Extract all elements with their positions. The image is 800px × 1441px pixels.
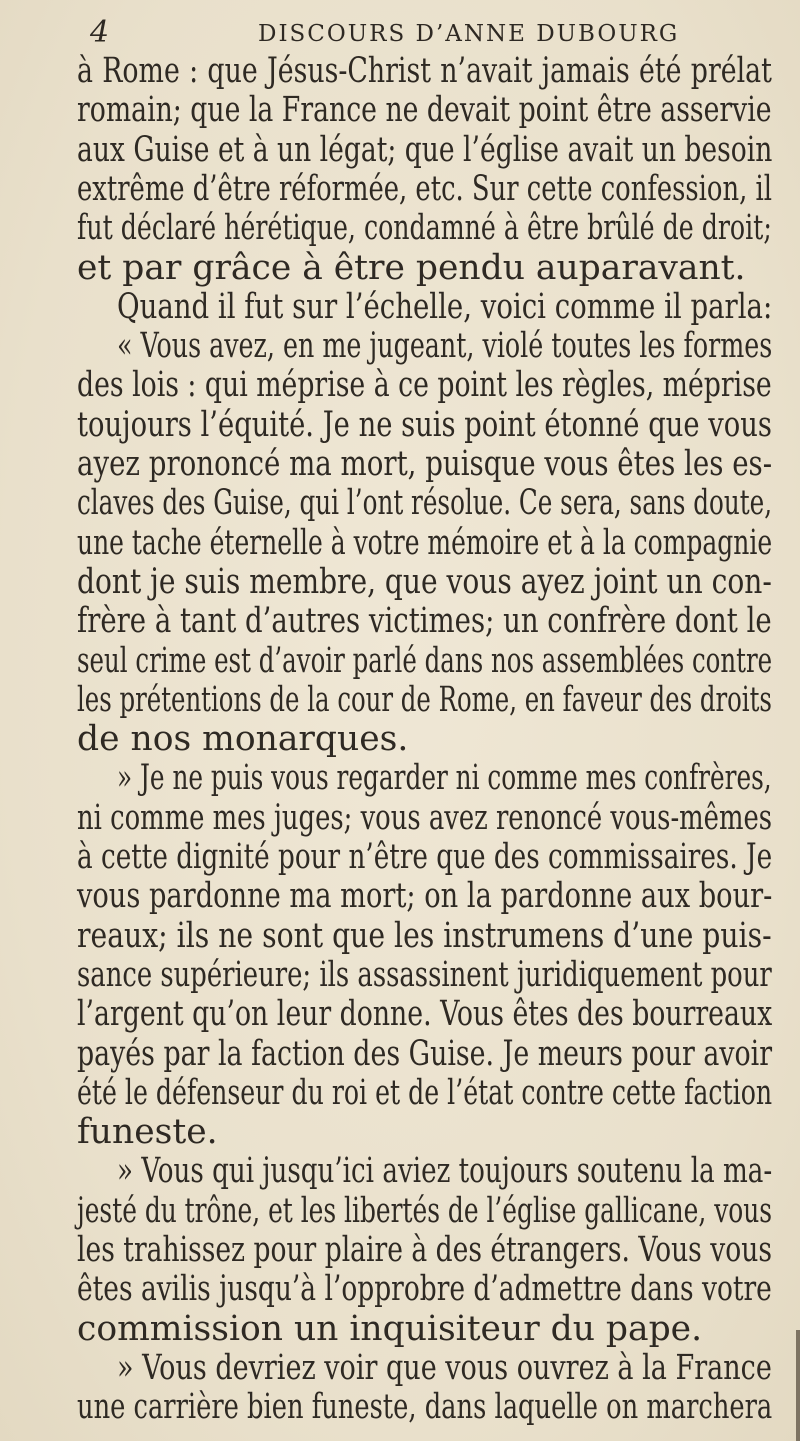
- text-line: seul crime est d’avoir parlé dans nos assemblées contre: [77, 640, 773, 681]
- text-line: » Je ne puis vous regarder ni comme mes confrères,: [117, 758, 772, 799]
- text-line: une tache éternelle à votre mémoire et à la compagnie: [77, 522, 773, 563]
- text-line: et par grâce à être pendu auparavant.: [77, 247, 746, 288]
- text-line: aux Guise et à un légat; que l’église avait un besoin: [77, 129, 773, 170]
- text-line: frère à tant d’autres victimes; un confrère dont le: [77, 601, 772, 642]
- page-header: [0, 14, 800, 52]
- running-head: DISCOURS D’ANNE DUBOURG: [258, 21, 680, 47]
- page-edge-shadow: [796, 1330, 800, 1441]
- text-line: commission un inquisiteur du pape.: [77, 1308, 703, 1349]
- text-line: les trahissez pour plaire à des étrangers. Vous vous: [77, 1230, 772, 1270]
- text-line: fut déclaré hérétique, condamné à être brûlé de droit;: [77, 208, 772, 249]
- text-line: toujours l’équité. Je ne suis point étonné que vous: [77, 404, 772, 445]
- text-line: » Vous devriez voir que vous ouvrez à la France: [117, 1347, 772, 1388]
- text-line: ayez prononcé ma mort, puisque vous êtes les es-: [77, 444, 773, 484]
- text-line: ni comme mes juges; vous avez renoncé vous-mêmes: [77, 797, 773, 838]
- text-line: l’argent qu’on leur donne. Vous êtes des bourreaux: [77, 994, 773, 1035]
- text-line: reaux; ils ne sont que les instrumens d’une puis-: [77, 915, 772, 956]
- text-line: à Rome : que Jésus-Christ n’avait jamais été prélat: [77, 51, 772, 91]
- text-line: dont je suis membre, que vous ayez joint un con-: [77, 561, 772, 602]
- text-line: vous pardonne ma mort; on la pardonne aux bour-: [77, 876, 773, 917]
- text-line: êtes avilis jusqu’à l’opprobre d’admettre dans votre: [77, 1269, 772, 1310]
- text-line: des lois : qui méprise à ce point les règles, méprise: [77, 365, 772, 406]
- text-line: une carrière bien funeste, dans laquelle on marchera: [77, 1387, 773, 1428]
- text-line: funeste.: [77, 1112, 218, 1153]
- text-line: extrême d’être réformée, etc. Sur cette confession, il: [77, 168, 772, 209]
- text-line: été le défenseur du roi et de l’état contre cette faction: [77, 1072, 773, 1113]
- text-line: les prétentions de la cour de Rome, en faveur des droits: [77, 679, 772, 720]
- text-line: » Vous qui jusqu’ici aviez toujours soutenu la ma-: [117, 1151, 773, 1192]
- text-line: Quand il fut sur l’échelle, voici comme il parla:: [117, 286, 773, 327]
- text-line: de nos monarques.: [77, 719, 409, 760]
- text-line: claves des Guise, qui l’ont résolue. Ce sera, sans doute,: [77, 483, 773, 524]
- text-line: romain; que la France ne devait point être asservie: [77, 90, 772, 131]
- text-line: jesté du trône, et les libertés de l’église gallicane, vous: [77, 1190, 773, 1231]
- text-line: à cette dignité pour n’être que des commissaires. Je: [77, 837, 773, 877]
- text-line: payés par la faction des Guise. Je meurs pour avoir: [77, 1033, 773, 1074]
- text-line: sance supérieure; ils assassinent juridiquement pour: [77, 954, 772, 995]
- text-line: « Vous avez, en me jugeant, violé toutes les formes: [117, 326, 773, 367]
- page-number: 4: [90, 15, 110, 50]
